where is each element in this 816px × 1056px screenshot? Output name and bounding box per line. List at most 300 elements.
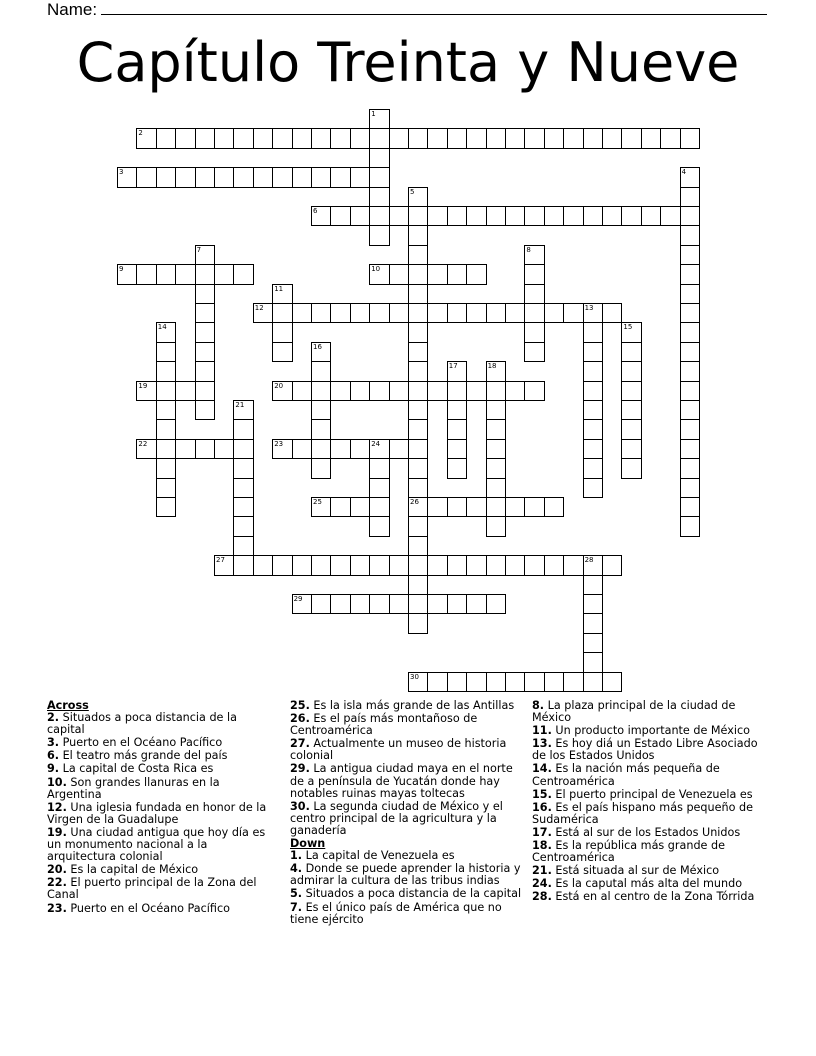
grid-cell[interactable]: [389, 303, 409, 323]
grid-cell[interactable]: [427, 555, 447, 575]
grid-cell[interactable]: [369, 439, 389, 459]
grid-cell[interactable]: [486, 458, 506, 478]
grid-cell[interactable]: [311, 594, 331, 614]
grid-cell[interactable]: [621, 439, 641, 459]
grid-cell[interactable]: [369, 594, 389, 614]
grid-cell[interactable]: [524, 322, 544, 342]
grid-cell[interactable]: [330, 128, 350, 148]
grid-cell[interactable]: [389, 264, 409, 284]
grid-cell[interactable]: [195, 361, 215, 381]
grid-cell[interactable]: [311, 439, 331, 459]
grid-cell[interactable]: [195, 264, 215, 284]
grid-cell[interactable]: [156, 458, 176, 478]
grid-cell[interactable]: [136, 167, 156, 187]
grid-cell[interactable]: [621, 419, 641, 439]
grid-cell[interactable]: [408, 419, 428, 439]
grid-cell[interactable]: [195, 167, 215, 187]
grid-cell[interactable]: [466, 497, 486, 517]
grid-cell[interactable]: [292, 167, 312, 187]
grid-cell[interactable]: [602, 555, 622, 575]
grid-cell[interactable]: [369, 128, 389, 148]
grid-cell[interactable]: [408, 613, 428, 633]
grid-cell[interactable]: [583, 322, 603, 342]
clue-item-text: Está en al centro de la Zona Tórrida: [551, 890, 755, 904]
grid-cell[interactable]: [621, 206, 641, 226]
grid-cell[interactable]: [311, 128, 331, 148]
grid-cell[interactable]: [505, 555, 525, 575]
grid-cell[interactable]: [505, 497, 525, 517]
grid-cell[interactable]: [563, 303, 583, 323]
grid-cell[interactable]: [408, 342, 428, 362]
grid-cell[interactable]: [680, 206, 700, 226]
grid-cell[interactable]: [486, 206, 506, 226]
grid-cell[interactable]: [602, 672, 622, 692]
grid-cell[interactable]: [563, 206, 583, 226]
grid-cell[interactable]: [583, 613, 603, 633]
grid-cell[interactable]: [136, 439, 156, 459]
grid-cell[interactable]: [427, 128, 447, 148]
grid-cell[interactable]: [602, 128, 622, 148]
grid-cell[interactable]: [583, 672, 603, 692]
clue-item-number: 28.: [532, 890, 552, 904]
grid-cell[interactable]: [408, 225, 428, 245]
grid-cell[interactable]: [350, 497, 370, 517]
grid-cell[interactable]: [330, 555, 350, 575]
grid-cell[interactable]: [680, 516, 700, 536]
grid-cell[interactable]: [524, 672, 544, 692]
grid-cell[interactable]: [233, 555, 253, 575]
grid-cell[interactable]: [524, 381, 544, 401]
grid-cell[interactable]: [408, 497, 428, 517]
grid-cell[interactable]: [680, 458, 700, 478]
grid-cell[interactable]: [680, 439, 700, 459]
grid-cell[interactable]: [660, 206, 680, 226]
grid-cell[interactable]: [447, 672, 467, 692]
grid-cell[interactable]: [311, 400, 331, 420]
grid-cell[interactable]: [292, 555, 312, 575]
grid-cell[interactable]: [369, 187, 389, 207]
grid-cell[interactable]: [369, 497, 389, 517]
grid-cell[interactable]: [369, 225, 389, 245]
grid-cell[interactable]: [311, 497, 331, 517]
grid-cell[interactable]: [408, 284, 428, 304]
grid-cell[interactable]: [369, 516, 389, 536]
grid-cell[interactable]: [583, 206, 603, 226]
grid-cell[interactable]: [447, 497, 467, 517]
grid-cell[interactable]: [427, 497, 447, 517]
grid-cell[interactable]: [641, 128, 661, 148]
grid-cell[interactable]: [214, 128, 234, 148]
grid-cell[interactable]: [524, 206, 544, 226]
grid-cell[interactable]: [505, 303, 525, 323]
grid-cell[interactable]: [583, 575, 603, 595]
grid-cell[interactable]: [369, 555, 389, 575]
grid-cell[interactable]: [447, 400, 467, 420]
grid-cell[interactable]: [350, 555, 370, 575]
grid-cell[interactable]: [583, 633, 603, 653]
grid-cell[interactable]: [272, 128, 292, 148]
grid-cell[interactable]: [680, 361, 700, 381]
grid-cell[interactable]: [272, 322, 292, 342]
grid-cell[interactable]: [408, 303, 428, 323]
grid-cell[interactable]: [195, 128, 215, 148]
grid-cell[interactable]: [447, 303, 467, 323]
grid-cell[interactable]: [292, 128, 312, 148]
grid-cell[interactable]: [233, 419, 253, 439]
grid-cell[interactable]: [680, 478, 700, 498]
grid-cell[interactable]: [272, 303, 292, 323]
grid-cell[interactable]: [680, 400, 700, 420]
grid-cell[interactable]: [233, 400, 253, 420]
grid-cell[interactable]: [156, 361, 176, 381]
grid-cell[interactable]: [544, 206, 564, 226]
grid-cell[interactable]: [311, 342, 331, 362]
grid-cell[interactable]: [486, 478, 506, 498]
grid-cell[interactable]: [292, 439, 312, 459]
grid-cell[interactable]: [233, 458, 253, 478]
grid-cell[interactable]: [350, 303, 370, 323]
grid-cell[interactable]: [311, 458, 331, 478]
grid-cell[interactable]: [680, 245, 700, 265]
grid-cell[interactable]: [427, 264, 447, 284]
grid-cell[interactable]: [272, 555, 292, 575]
grid-cell[interactable]: [447, 419, 467, 439]
grid-cell[interactable]: [156, 478, 176, 498]
grid-cell[interactable]: [486, 361, 506, 381]
grid-cell[interactable]: [408, 516, 428, 536]
grid-cell[interactable]: [195, 322, 215, 342]
grid-cell[interactable]: [486, 516, 506, 536]
grid-cell[interactable]: [389, 555, 409, 575]
grid-cell[interactable]: [505, 381, 525, 401]
clue-item: [532, 827, 764, 839]
grid-cell[interactable]: [583, 458, 603, 478]
grid-cell[interactable]: [117, 167, 137, 187]
grid-cell[interactable]: [583, 439, 603, 459]
grid-cell[interactable]: [447, 439, 467, 459]
grid-cell[interactable]: [524, 497, 544, 517]
grid-cell[interactable]: [408, 439, 428, 459]
grid-cell[interactable]: [660, 128, 680, 148]
grid-cell[interactable]: [466, 128, 486, 148]
grid-cell[interactable]: [233, 536, 253, 556]
grid-cell[interactable]: [350, 594, 370, 614]
grid-cell[interactable]: [524, 555, 544, 575]
grid-cell[interactable]: [311, 206, 331, 226]
grid-cell[interactable]: [330, 381, 350, 401]
grid-cell[interactable]: [330, 206, 350, 226]
grid-cell[interactable]: [427, 303, 447, 323]
grid-cell[interactable]: [369, 206, 389, 226]
grid-cell[interactable]: [680, 322, 700, 342]
grid-cell[interactable]: [466, 206, 486, 226]
grid-cell[interactable]: [427, 672, 447, 692]
grid-cell[interactable]: [214, 167, 234, 187]
grid-cell[interactable]: [583, 400, 603, 420]
grid-cell[interactable]: [136, 128, 156, 148]
grid-cell[interactable]: [583, 652, 603, 672]
grid-cell[interactable]: [524, 128, 544, 148]
grid-cell[interactable]: [311, 555, 331, 575]
grid-cell[interactable]: [408, 187, 428, 207]
grid-cell[interactable]: [214, 555, 234, 575]
grid-cell[interactable]: [350, 206, 370, 226]
grid-cell[interactable]: [233, 516, 253, 536]
grid-cell[interactable]: [544, 555, 564, 575]
grid-cell[interactable]: [408, 206, 428, 226]
grid-cell[interactable]: [447, 264, 467, 284]
grid-cell[interactable]: [272, 342, 292, 362]
grid-cell[interactable]: [447, 594, 467, 614]
grid-cell[interactable]: [680, 342, 700, 362]
grid-cell[interactable]: [369, 167, 389, 187]
grid-cell[interactable]: [272, 439, 292, 459]
grid-cell[interactable]: [621, 458, 641, 478]
grid-cell[interactable]: [427, 381, 447, 401]
grid-cell[interactable]: [680, 187, 700, 207]
grid-cell[interactable]: [233, 167, 253, 187]
grid-cell[interactable]: [311, 419, 331, 439]
grid-cell[interactable]: [253, 303, 273, 323]
grid-cell[interactable]: [524, 245, 544, 265]
grid-cell[interactable]: [369, 381, 389, 401]
grid-cell[interactable]: [486, 400, 506, 420]
grid-cell[interactable]: [156, 264, 176, 284]
grid-cell[interactable]: [641, 206, 661, 226]
grid-cell[interactable]: [156, 167, 176, 187]
grid-cell[interactable]: [563, 128, 583, 148]
grid-cell[interactable]: [175, 167, 195, 187]
grid-cell[interactable]: [447, 361, 467, 381]
grid-cell[interactable]: [408, 322, 428, 342]
grid-cell[interactable]: [311, 303, 331, 323]
grid-cell[interactable]: [486, 672, 506, 692]
grid-cell[interactable]: [350, 439, 370, 459]
grid-cell[interactable]: [195, 303, 215, 323]
grid-cell[interactable]: [350, 128, 370, 148]
grid-cell[interactable]: [117, 264, 137, 284]
clue-item-number: 18.: [532, 839, 552, 853]
grid-cell[interactable]: [680, 497, 700, 517]
grid-cell[interactable]: [272, 284, 292, 304]
grid-cell[interactable]: [195, 342, 215, 362]
grid-cell[interactable]: [195, 284, 215, 304]
grid-cell[interactable]: [330, 497, 350, 517]
clue-number: 27: [216, 556, 225, 565]
grid-cell[interactable]: [602, 206, 622, 226]
grid-cell[interactable]: [466, 672, 486, 692]
grid-cell[interactable]: [330, 167, 350, 187]
grid-cell[interactable]: [408, 594, 428, 614]
clue-number: 9: [119, 265, 124, 274]
grid-cell[interactable]: [583, 303, 603, 323]
grid-cell[interactable]: [680, 381, 700, 401]
grid-cell[interactable]: [350, 167, 370, 187]
grid-cell[interactable]: [369, 264, 389, 284]
grid-cell[interactable]: [195, 439, 215, 459]
grid-cell[interactable]: [408, 555, 428, 575]
grid-cell[interactable]: [156, 128, 176, 148]
grid-cell[interactable]: [175, 264, 195, 284]
grid-cell[interactable]: [563, 555, 583, 575]
grid-cell[interactable]: [330, 594, 350, 614]
grid-cell[interactable]: [156, 400, 176, 420]
grid-cell[interactable]: [447, 206, 467, 226]
grid-cell[interactable]: [408, 575, 428, 595]
grid-cell[interactable]: [602, 303, 622, 323]
grid-cell[interactable]: [311, 167, 331, 187]
grid-cell[interactable]: [175, 439, 195, 459]
grid-cell[interactable]: [680, 419, 700, 439]
grid-cell[interactable]: [253, 128, 273, 148]
grid-cell[interactable]: [505, 672, 525, 692]
grid-cell[interactable]: [466, 594, 486, 614]
grid-cell[interactable]: [272, 167, 292, 187]
grid-cell[interactable]: [447, 555, 467, 575]
grid-cell[interactable]: [408, 458, 428, 478]
grid-cell[interactable]: [233, 264, 253, 284]
grid-cell[interactable]: [486, 439, 506, 459]
grid-cell[interactable]: [466, 555, 486, 575]
grid-cell[interactable]: [214, 264, 234, 284]
grid-cell[interactable]: [389, 381, 409, 401]
grid-cell[interactable]: [369, 478, 389, 498]
grid-cell[interactable]: [292, 303, 312, 323]
grid-cell[interactable]: [408, 361, 428, 381]
grid-cell[interactable]: [272, 381, 292, 401]
grid-cell[interactable]: [524, 264, 544, 284]
grid-cell[interactable]: [427, 594, 447, 614]
grid-cell[interactable]: [195, 400, 215, 420]
grid-cell[interactable]: [389, 206, 409, 226]
grid-cell[interactable]: [505, 206, 525, 226]
grid-cell[interactable]: [408, 478, 428, 498]
grid-cell[interactable]: [233, 128, 253, 148]
grid-cell[interactable]: [156, 497, 176, 517]
grid-cell[interactable]: [621, 400, 641, 420]
grid-cell[interactable]: [156, 342, 176, 362]
grid-cell[interactable]: [214, 439, 234, 459]
grid-cell[interactable]: [311, 381, 331, 401]
grid-cell[interactable]: [505, 128, 525, 148]
grid-cell[interactable]: [195, 245, 215, 265]
grid-cell[interactable]: [389, 439, 409, 459]
grid-cell[interactable]: [156, 439, 176, 459]
clue-number: 11: [274, 284, 284, 293]
grid-cell[interactable]: [389, 128, 409, 148]
grid-cell[interactable]: [486, 303, 506, 323]
grid-cell[interactable]: [680, 284, 700, 304]
grid-cell[interactable]: [544, 128, 564, 148]
grid-cell[interactable]: [583, 381, 603, 401]
grid-cell[interactable]: [408, 536, 428, 556]
grid-cell[interactable]: [583, 361, 603, 381]
grid-cell[interactable]: [292, 594, 312, 614]
grid-cell[interactable]: [621, 342, 641, 362]
grid-cell[interactable]: [466, 303, 486, 323]
grid-cell[interactable]: [680, 264, 700, 284]
grid-cell[interactable]: [253, 167, 273, 187]
grid-cell[interactable]: [680, 167, 700, 187]
grid-cell[interactable]: [486, 381, 506, 401]
grid-cell[interactable]: [621, 361, 641, 381]
grid-cell[interactable]: [253, 555, 273, 575]
grid-cell[interactable]: [369, 458, 389, 478]
grid-cell[interactable]: [408, 381, 428, 401]
grid-cell[interactable]: [486, 497, 506, 517]
grid-cell[interactable]: [563, 672, 583, 692]
grid-cell[interactable]: [447, 381, 467, 401]
grid-cell[interactable]: [369, 148, 389, 168]
grid-cell[interactable]: [292, 381, 312, 401]
grid-cell[interactable]: [524, 342, 544, 362]
clue-number: 17: [448, 362, 458, 371]
grid-cell[interactable]: [156, 381, 176, 401]
grid-cell[interactable]: [369, 303, 389, 323]
grid-cell[interactable]: [175, 128, 195, 148]
grid-cell[interactable]: [621, 128, 641, 148]
grid-cell[interactable]: [583, 478, 603, 498]
grid-cell[interactable]: [408, 672, 428, 692]
grid-cell[interactable]: [583, 342, 603, 362]
grid-cell[interactable]: [524, 284, 544, 304]
grid-cell[interactable]: [156, 322, 176, 342]
grid-cell[interactable]: [408, 264, 428, 284]
grid-cell[interactable]: [466, 264, 486, 284]
grid-cell[interactable]: [583, 419, 603, 439]
grid-cell[interactable]: [583, 594, 603, 614]
grid-cell[interactable]: [233, 478, 253, 498]
grid-cell[interactable]: [233, 497, 253, 517]
grid-cell[interactable]: [680, 303, 700, 323]
grid-cell[interactable]: [136, 264, 156, 284]
grid-cell[interactable]: [486, 555, 506, 575]
grid-cell[interactable]: [680, 225, 700, 245]
grid-cell[interactable]: [583, 555, 603, 575]
grid-cell[interactable]: [233, 439, 253, 459]
grid-cell[interactable]: [408, 245, 428, 265]
grid-cell[interactable]: [544, 497, 564, 517]
grid-cell[interactable]: [524, 303, 544, 323]
grid-cell[interactable]: [389, 594, 409, 614]
grid-cell[interactable]: [583, 128, 603, 148]
grid-cell[interactable]: [486, 128, 506, 148]
grid-cell[interactable]: [486, 594, 506, 614]
grid-cell[interactable]: [175, 381, 195, 401]
grid-cell[interactable]: [136, 381, 156, 401]
grid-cell[interactable]: [486, 419, 506, 439]
grid-cell[interactable]: [195, 381, 215, 401]
grid-cell[interactable]: [408, 400, 428, 420]
grid-cell[interactable]: [544, 672, 564, 692]
grid-cell[interactable]: [330, 303, 350, 323]
grid-cell[interactable]: [369, 109, 389, 129]
grid-cell[interactable]: [621, 381, 641, 401]
grid-cell[interactable]: [466, 381, 486, 401]
grid-cell[interactable]: [156, 419, 176, 439]
grid-cell[interactable]: [330, 439, 350, 459]
grid-cell[interactable]: [447, 128, 467, 148]
grid-cell[interactable]: [408, 128, 428, 148]
grid-cell[interactable]: [544, 303, 564, 323]
grid-cell[interactable]: [427, 206, 447, 226]
grid-cell[interactable]: [311, 361, 331, 381]
grid-cell[interactable]: [447, 458, 467, 478]
grid-cell[interactable]: [680, 128, 700, 148]
grid-cell[interactable]: [621, 322, 641, 342]
clue-number: 14: [157, 323, 167, 332]
grid-cell[interactable]: [350, 381, 370, 401]
